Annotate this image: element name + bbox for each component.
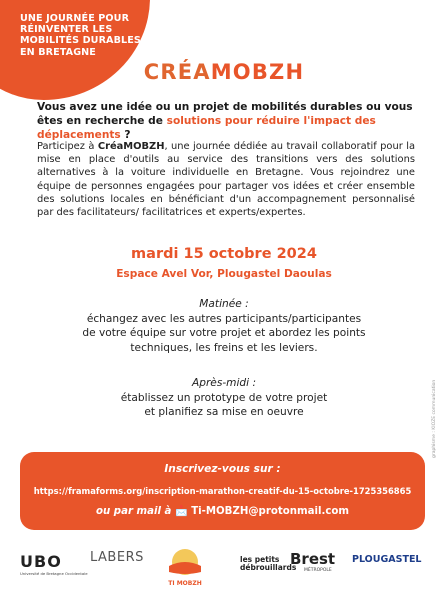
- afternoon-block: [0, 376, 448, 420]
- brest-metropole-logo: Brest MÉTROPOLE: [290, 550, 336, 573]
- intro-highlight: solutions pour réduire l'impact des déplacements: [37, 115, 376, 141]
- email-link[interactable]: Ti-MOBZH@protonmail.com: [191, 506, 349, 517]
- logo-part-crea: CRÉA: [143, 60, 211, 84]
- description-paragraph: [37, 140, 415, 219]
- morning-block: [0, 297, 448, 355]
- registration-title: Inscrivez-vous sur :: [164, 463, 281, 475]
- labers-logo: LABERS: [90, 550, 144, 565]
- creamobzh-logo: [0, 60, 448, 84]
- tagline-line-2: RÉINVENTER LES: [20, 24, 113, 36]
- side-credit: graphisme : KIOZE communication: [432, 379, 437, 458]
- body-brand: CréaMOBZH: [97, 141, 165, 152]
- morning-line-1: échangez avec les autres participants/participantes: [86, 312, 362, 325]
- registration-mail: [20, 506, 425, 517]
- intro-text-after: ?: [120, 129, 131, 141]
- tagline-line-3: MOBILITÉS DURABLES: [20, 35, 141, 47]
- header-tagline: [20, 13, 141, 58]
- registration-link[interactable]: https://framaforms.org/inscription-marathon-creatif-du-15-octobre-1725356865: [33, 486, 412, 496]
- body-text: , une journée dédiée au travail collaboratif pour la mise en place d'outils au service des transitions vers des solutions alternatives à la voiture individuelle en Bretagne. Vous rejoindrez une équipe de personnes engagées pour partager vos idées et créer ensemble des solutions locales en bénéficiant d'un accompagnement personnalisé par des facilitateurs/ facilitatrices et experts/expertes.: [37, 141, 415, 219]
- logo-part-mobzh: MOBZH: [210, 60, 305, 84]
- registration-box: [20, 452, 425, 530]
- intro-text-before: Vous avez une idée ou un projet de mobilités durables ou vous êtes en recherche de: [37, 101, 413, 127]
- plougastel-logo: PLOUGASTEL: [352, 554, 422, 565]
- morning-line-3: techniques, les freins et les leviers.: [130, 341, 318, 354]
- event-place: Espace Avel Vor, Plougastel Daoulas: [116, 268, 332, 280]
- timobzh-logo: TI MOBZH: [160, 548, 210, 587]
- afternoon-title: Après-midi :: [191, 377, 257, 389]
- tagline-line-4: EN BRETAGNE: [20, 46, 96, 58]
- morning-line-2: de votre équipe sur votre projet et abordez les points: [82, 327, 366, 340]
- tagline-line-1: UNE JOURNÉE POUR: [20, 13, 130, 24]
- body-prefix: Participez à: [37, 141, 98, 152]
- event-date: mardi 15 octobre 2024: [131, 246, 317, 262]
- partner-logos: [0, 548, 448, 593]
- morning-title: Matinée :: [199, 298, 249, 310]
- mail-prefix: ou par mail à: [96, 506, 175, 517]
- petits-debrouillards-logo: les petits débrouillards: [240, 555, 297, 572]
- afternoon-line-1: établissez un prototype de votre projet: [120, 391, 328, 404]
- mail-icon: 📩: [174, 506, 188, 517]
- ubo-logo: UBO Université de Bretagne Occidentale: [20, 552, 88, 576]
- timobzh-icon: [165, 548, 205, 576]
- afternoon-line-2: et planifiez sa mise en oeuvre: [144, 406, 304, 419]
- intro-question: [37, 100, 415, 142]
